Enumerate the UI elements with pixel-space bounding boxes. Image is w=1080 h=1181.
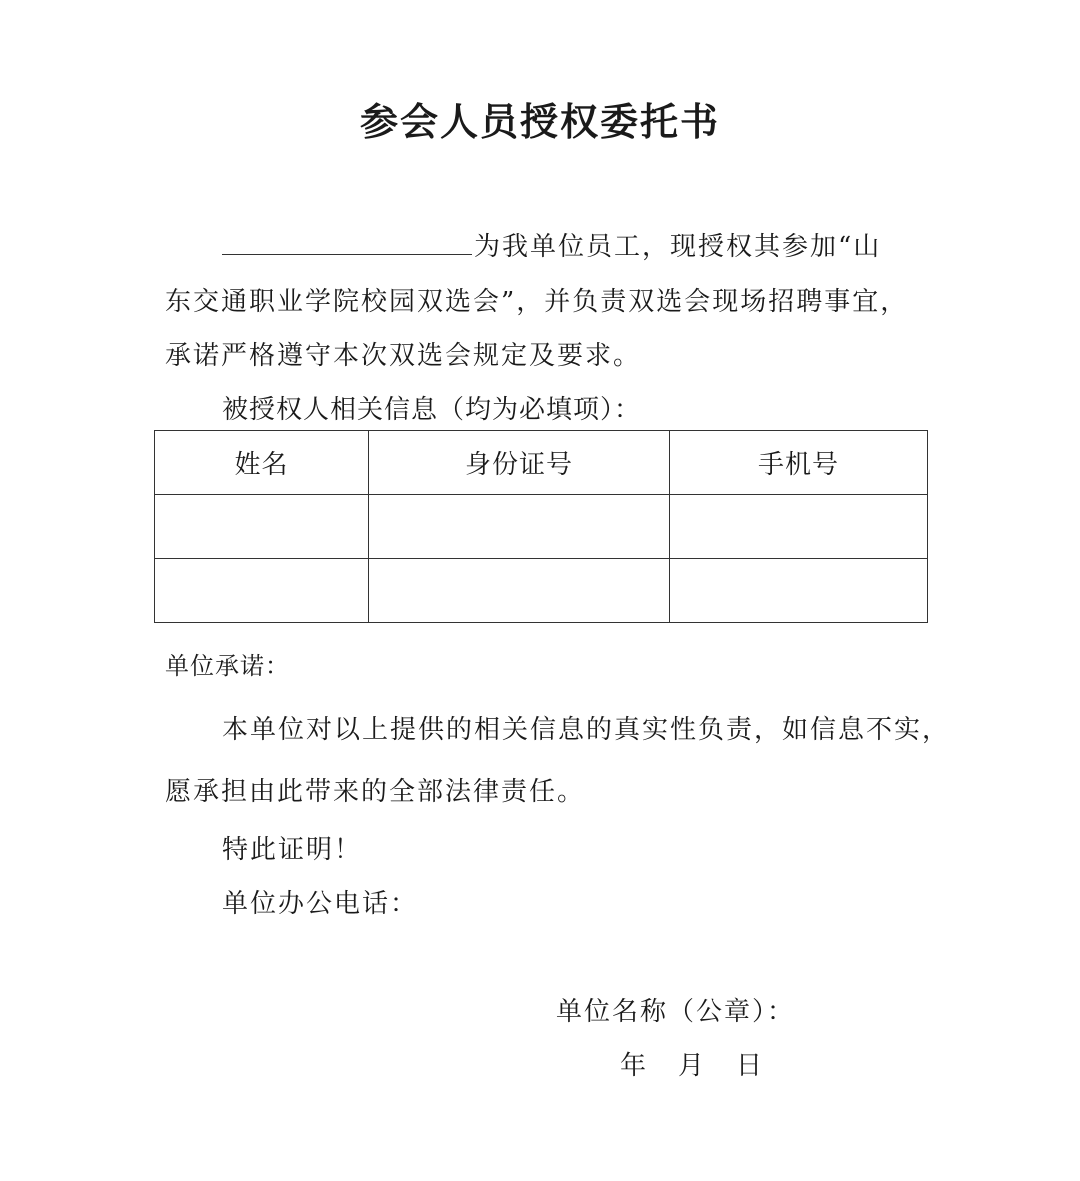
cell-phone[interactable] bbox=[670, 559, 928, 623]
intro-line-1-text: 为我单位员工，现授权其参加“山 bbox=[474, 232, 882, 262]
commitment-heading: 单位承诺： bbox=[165, 652, 290, 680]
cell-name[interactable] bbox=[155, 495, 369, 559]
intro-line-1 bbox=[222, 226, 881, 267]
date-year: 年 bbox=[620, 1051, 649, 1081]
employee-name-blank[interactable] bbox=[222, 226, 472, 255]
info-heading: 被授权人相关信息（均为必填项）： bbox=[222, 395, 642, 425]
header-name: 姓名 bbox=[155, 431, 369, 495]
cell-phone[interactable] bbox=[670, 495, 928, 559]
table-header-row bbox=[155, 431, 928, 495]
cell-id-number[interactable] bbox=[369, 559, 670, 623]
authorized-person-table bbox=[154, 430, 928, 623]
certify-text: 特此证明！ bbox=[222, 835, 363, 865]
document-title: 参会人员授权委托书 bbox=[359, 100, 720, 144]
unit-name-label: 单位名称（公章）： bbox=[556, 997, 796, 1027]
office-phone-label: 单位办公电话： bbox=[222, 889, 419, 919]
table-row bbox=[155, 559, 928, 623]
commitment-line-2: 愿承担由此带来的全部法律责任。 bbox=[165, 777, 586, 807]
date-day: 日 bbox=[736, 1051, 765, 1081]
commitment-line-1: 本单位对以上提供的相关信息的真实性负责，如信息不实， bbox=[222, 715, 951, 745]
cell-name[interactable] bbox=[155, 559, 369, 623]
table-row bbox=[155, 495, 928, 559]
cell-id-number[interactable] bbox=[369, 495, 670, 559]
date-month: 月 bbox=[678, 1051, 707, 1081]
header-phone: 手机号 bbox=[670, 431, 928, 495]
header-id-number: 身份证号 bbox=[369, 431, 670, 495]
intro-line-2: 东交通职业学院校园双选会”，并负责双选会现场招聘事宜， bbox=[165, 287, 909, 317]
intro-line-3: 承诺严格遵守本次双选会规定及要求。 bbox=[165, 341, 642, 371]
